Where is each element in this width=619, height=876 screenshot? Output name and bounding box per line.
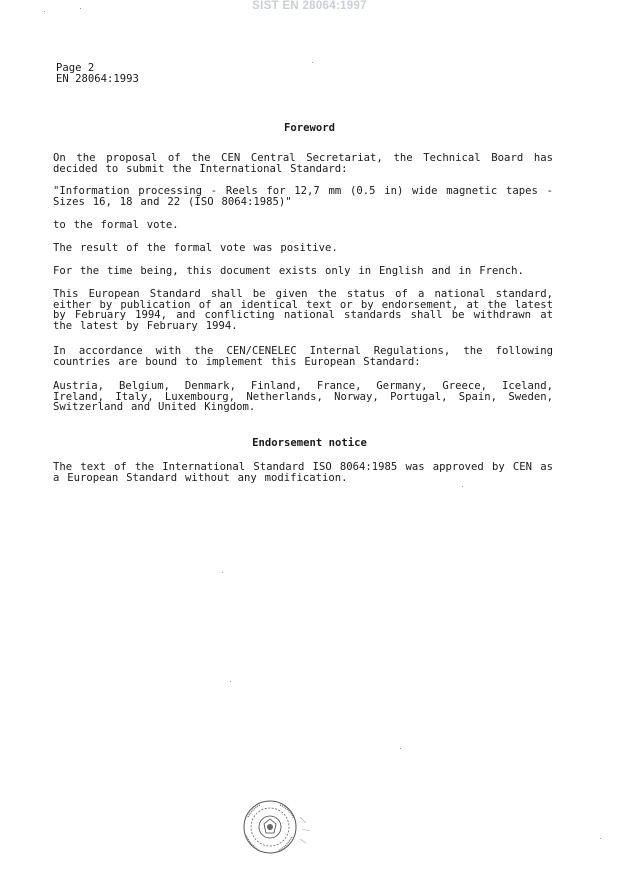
foreword-standard-title: "Information processing - Reels for 12,7 mm (0.5 in) wide magnetic tapes - Sizes 16, 18 and 22 (ISO 8064:1985)" — [53, 185, 553, 208]
page-reference — [56, 63, 139, 85]
foreword-heading: Foreword — [283, 122, 336, 134]
foreword-paragraph-proposal: On the proposal of the CEN Central Secretariat, the Technical Board has decided to submit the International Standard: — [53, 152, 553, 175]
scan-speck — [230, 681, 231, 682]
document-id-header: SIST EN 28064:1997 — [252, 0, 367, 12]
foreword-paragraph-languages: For the time being, this document exists only in English and in French. — [53, 265, 524, 277]
foreword-paragraph-vote: to the formal vote. — [53, 219, 179, 231]
countries-list: Austria, Belgium, Denmark, Finland, France, Germany, Greece, Iceland, Ireland, Italy, Luxembourg, Netherlands, Norway, Portugal, Spain, Sweden, Switzerland and United Kingdom. — [53, 380, 553, 413]
scan-speck — [312, 62, 313, 63]
scan-speck — [44, 11, 45, 12]
page-number: Page 2 — [56, 62, 95, 74]
scan-speck — [222, 572, 223, 573]
scan-speck — [462, 486, 463, 487]
foreword-paragraph-status: This European Standard shall be given the status of a national standard, either by publication of an identical text or by endorsement, at the latest by February 1994, and conflicting national standards shall be withdrawn at the latest by February 1994. — [53, 288, 553, 332]
scan-speck — [600, 838, 601, 839]
scan-speck — [400, 748, 401, 749]
standard-number: EN 28064:1993 — [56, 73, 139, 85]
scan-speck — [80, 8, 81, 9]
foreword-paragraph-regulations: In accordance with the CEN/CENELEC Internal Regulations, the following countries are bound to implement this European Standard: — [53, 345, 553, 368]
foreword-paragraph-result: The result of the formal vote was positive. — [53, 242, 338, 254]
endorsement-heading: Endorsement notice — [252, 437, 367, 449]
endorsement-paragraph: The text of the International Standard ISO 8064:1985 was approved by CEN as a European Standard without any modification. — [53, 461, 553, 484]
official-stamp-seal-icon — [240, 797, 320, 855]
